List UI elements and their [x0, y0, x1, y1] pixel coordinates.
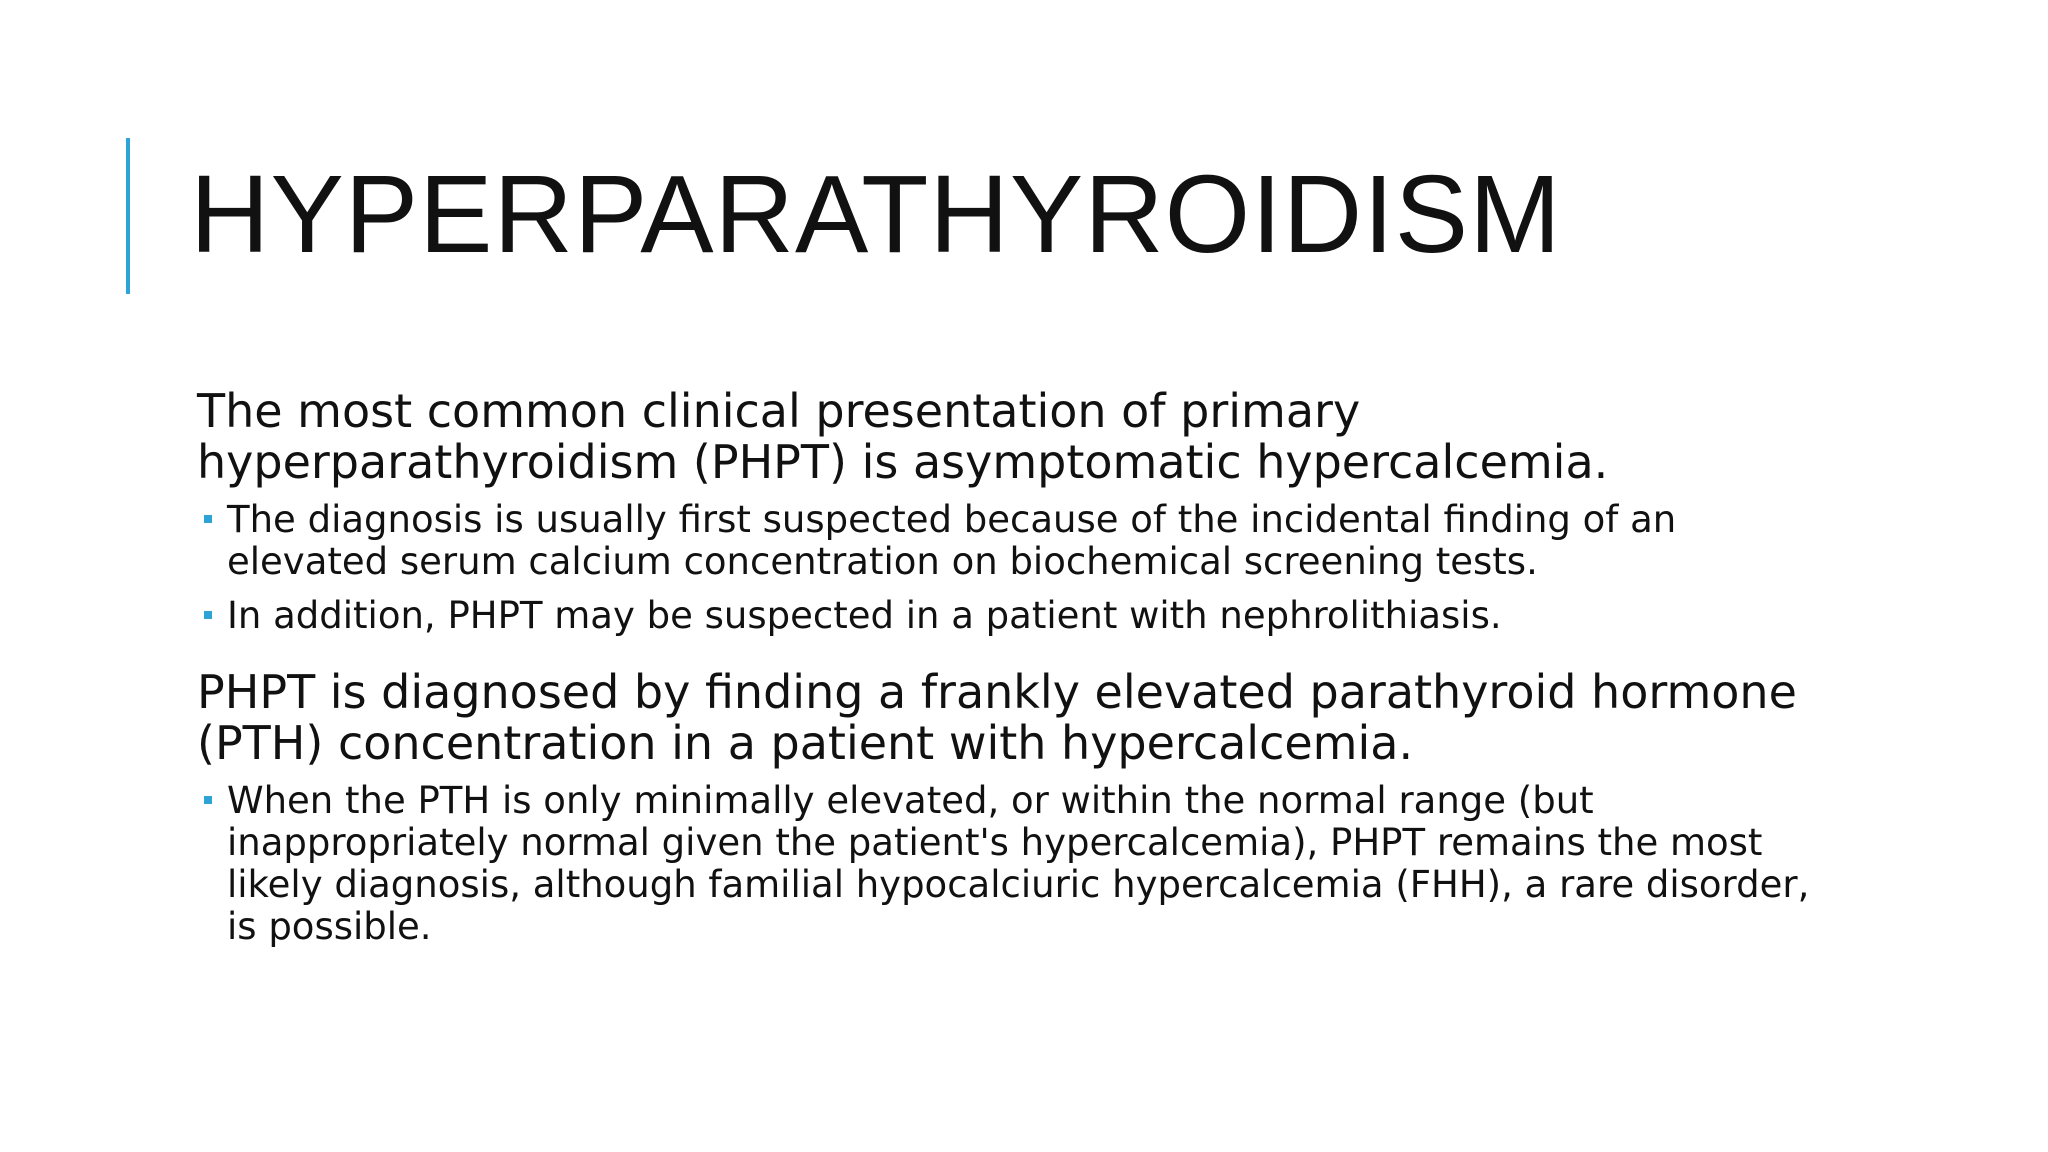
bullet-item [197, 595, 1837, 637]
section-2-bullets [197, 780, 1837, 948]
slide-content [197, 386, 1837, 960]
bullet-item [197, 499, 1837, 583]
bullet-text: When the PTH is only minimally elevated, or within the normal range (but inappropriately normal given the patient's hypercalcemia), PHPT remains the most likely diagnosis, although familial hypocalciuric hypercalcemia (FHH), a rare disorder, is possible. [227, 779, 1810, 948]
square-bullet-icon [204, 515, 212, 523]
section-1-text: The most common clinical presentation of primary hyperparathyroidism (PHPT) is asymptomatic hypercalcemia. [197, 384, 1609, 489]
square-bullet-icon [204, 611, 212, 619]
section-2-text: PHPT is diagnosed by finding a frankly elevated parathyroid hormone (PTH) concentration in a patient with hypercalcemia. [197, 665, 1797, 770]
section-1-bullets [197, 499, 1837, 637]
bullet-text: The diagnosis is usually first suspected because of the incidental finding of an elevated serum calcium concentration on biochemical screening tests. [227, 498, 1677, 583]
title-accent-bar [126, 138, 130, 294]
bullet-text: In addition, PHPT may be suspected in a patient with nephrolithiasis. [227, 594, 1502, 637]
slide-title: HYPERPARATHYROIDISM [190, 153, 1562, 276]
bullet-item [197, 780, 1837, 948]
square-bullet-icon [204, 796, 212, 804]
